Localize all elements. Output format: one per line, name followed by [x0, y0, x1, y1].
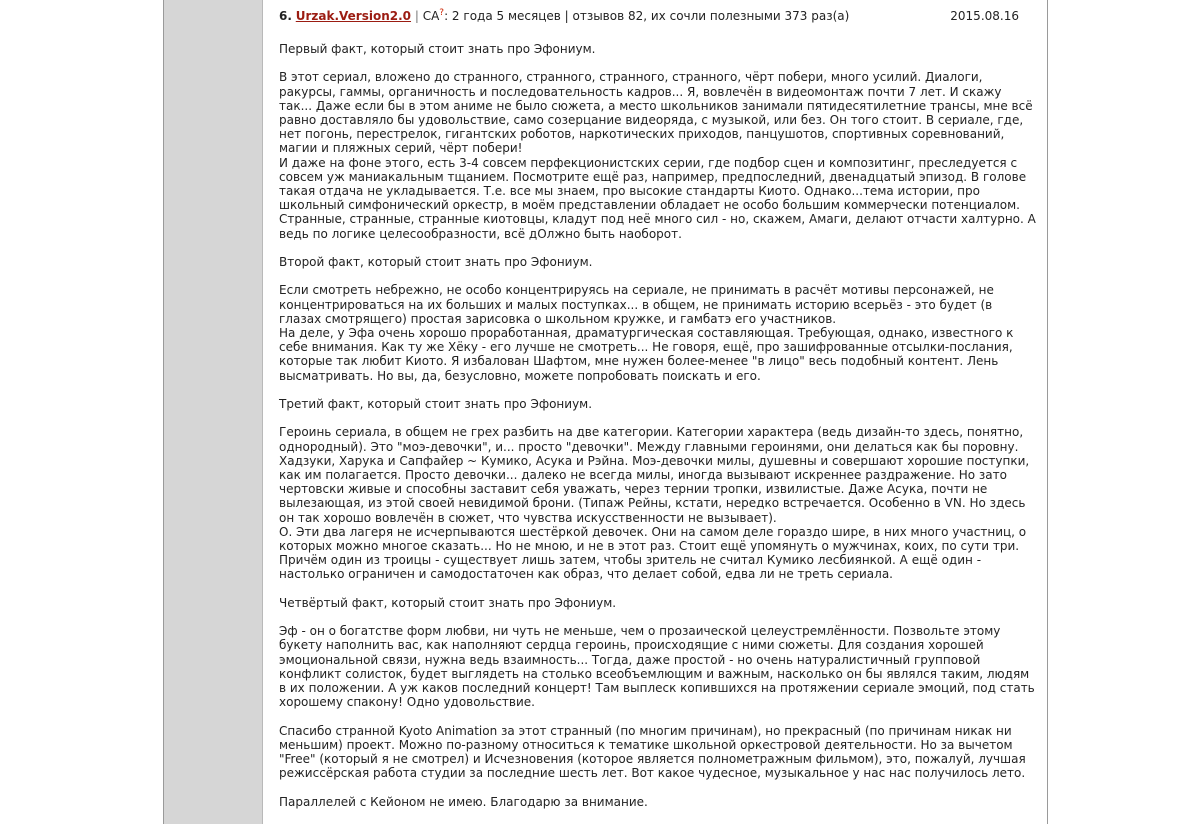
review-paragraph: Героинь сериала, в общем не грех разбить на две категории. Категории характера (ведь дизайн-то здесь, понятно, однородный). Это "моэ-девочки", и... просто "девочки". Между главными героинями, они делаться как бы поровну. Хадзуки, Харука и Сапфайер ~ Кумико, Асука и Рэйна. Моэ-девочки милы, душевны и совершают хорошие поступки, как им полагается. Просто девочки... далеко не всегда милы, иногда вызывают искреннее раздражение. Но зато чертовски живые и способны заставит себя уважать, через тернии тропки, извилистые. Даже Асука, почти не вылезающая, из этой своей невидимой брони. (Типаж Рейны, кстати, нередко встречается. Особенно в VN. Но здесь он так хорошо вовлечён в сюжет, что чувства искусственности не вызывает). О. Эти два лагеря не исчерпываются шестёркой девочек. Они на самом деле гораздо шире, в них много участниц, о которых можно многое сказать... Но не мною, и не в этот раз. Стоит ещё упомянуть о мужчинах, коих, по сути три. Причём один из троицы - существует лишь затем, чтобы зритель не считал Кумико лесбиянкой. А ещё один - настолько ограничен и самодостаточен как образ, что делает собой, едва ли не треть сериала.	[279, 425, 1030, 582]
left-gray-column	[164, 0, 263, 824]
review-paragraph: Если смотреть небрежно, не особо концентрируясь на сериале, не принимать в расчёт мотивы персонажей, не концентрироваться на их больших и малых поступках... в общем, не принимать историю всерьёз - это будет (в глазах смотрящего) простая зарисовка о школьном кружке, и гамбатэ его участников. На деле, у Эфа очень хорошо проработанная, драматургическая составляющая. Требующая, однако, известного к себе внимания. Как ту же Хёку - его лучше не смотреть... Не говоря, ещё, про зашифрованные отсылки-послания, которые так любит Киото. Я избалован Шафтом, мне нужен более-менее "в лицо" весь подобный контент. Лень высматривать. Но вы, да, безусловно, можете попробовать поискать и его.	[279, 283, 1014, 383]
review-paragraph: Четвёртый факт, который стоит знать про Эфониум.	[279, 595, 617, 610]
page-container	[163, 0, 1048, 824]
review-number: 6.	[279, 9, 292, 23]
review-paragraph: Третий факт, который стоит знать про Эфониум.	[279, 397, 593, 412]
review-paragraph: Параллелей с Кейоном не имею. Благодарю за внимание.	[279, 794, 648, 809]
review-paragraph: В этот сериал, вложено до странного, странного, странного, странного, чёрт побери, много усилий. Диалоги, ракурсы, гаммы, органичность и последовательность кадров... Я, вовлечён в видеомонтаж почти 7 лет. И скажу так... Даже если бы в этом аниме не было сюжета, а место школьников занимали пятидесятилетние трансы, мне всё равно доставляло бы удовольствие, само созерцание видеоряда, с музыкой, или без. Он того стоит. В сериале, где, нет погонь, перестрелок, гигантских роботов, наркотических приходов, панцушотов, спортивных соревнований, магии и пляжных серий, чёрт побери! И даже на фоне этого, есть 3-4 совсем перфекционистских серии, где подбор сцен и композитинг, преследуется с совсем уж маниакальным тщанием. Посмотрите ещё раз, например, предпоследний, двенадцатый эпизод. В голове такая отдача не укладывается. Т.е. все мы знаем, про высокие стандарты Киото. Однако...тема истории, про школьный симфонический оркестр, в моём представлении обладает не особо большим коммерчески потенциалом. Странные, странные, странные киотовцы, кладут под неё много сил - но, скажем, Амаги, делают отчасти халтурно. А ведь по логике целесообразности, всё дОлжно быть наоборот.	[279, 70, 1036, 241]
review-header	[279, 8, 1039, 25]
help-question-icon[interactable]: ?	[439, 8, 445, 18]
review-paragraph: Первый факт, который стоит знать про Эфониум.	[279, 42, 596, 56]
review-item	[263, 0, 1047, 824]
meta-separator: |	[411, 9, 423, 23]
review-body	[279, 42, 1037, 823]
author-stats: : 2 года 5 месяцев | отзывов 82, их сочли полезными 373 раз(а)	[444, 9, 850, 23]
author-link[interactable]: Urzak.Version2.0	[295, 9, 412, 23]
ca-label: СА	[422, 9, 440, 23]
review-paragraph: Второй факт, который стоит знать про Эфониум.	[279, 255, 593, 270]
review-paragraph: Спасибо странной Kyoto Animation за этот странный (по многим причинам), но прекрасный (по причинам никак ни меньшим) проект. Можно по-разному относиться к тематике школьной оркестровой деятельности. Но за вычетом "Free" (который я не смотрел) и Исчезновения (которое является полнометражным фильмом), это, пожалуй, лучшая режиссёрская работа студии за последние шесть лет. Вот какое чудесное, музыкальное у нас нас получилось лето.	[279, 723, 1030, 781]
review-date: 2015.08.16	[950, 9, 1019, 23]
review-paragraph: Эф - он о богатстве форм любви, ни чуть не меньше, чем о прозаической целеустремлённости. Позвольте этому букету наполнить вас, как наполняют сердца героинь, происходящие с ними сюжеты. Для создания хорошей эмоциональной связи, нужна ведь взаимность... Тогда, даже простой - но очень натуралистичный групповой конфликт солисток, будет выглядеть на столько всеобъемлющим и важным, насколько он бы являлся таким, людям в их положении. А уж каков последний концерт! Там выплеск копившихся на протяжении сериале эмоций, под стать хорошему спакону! Одно удовольствие.	[279, 624, 1039, 710]
